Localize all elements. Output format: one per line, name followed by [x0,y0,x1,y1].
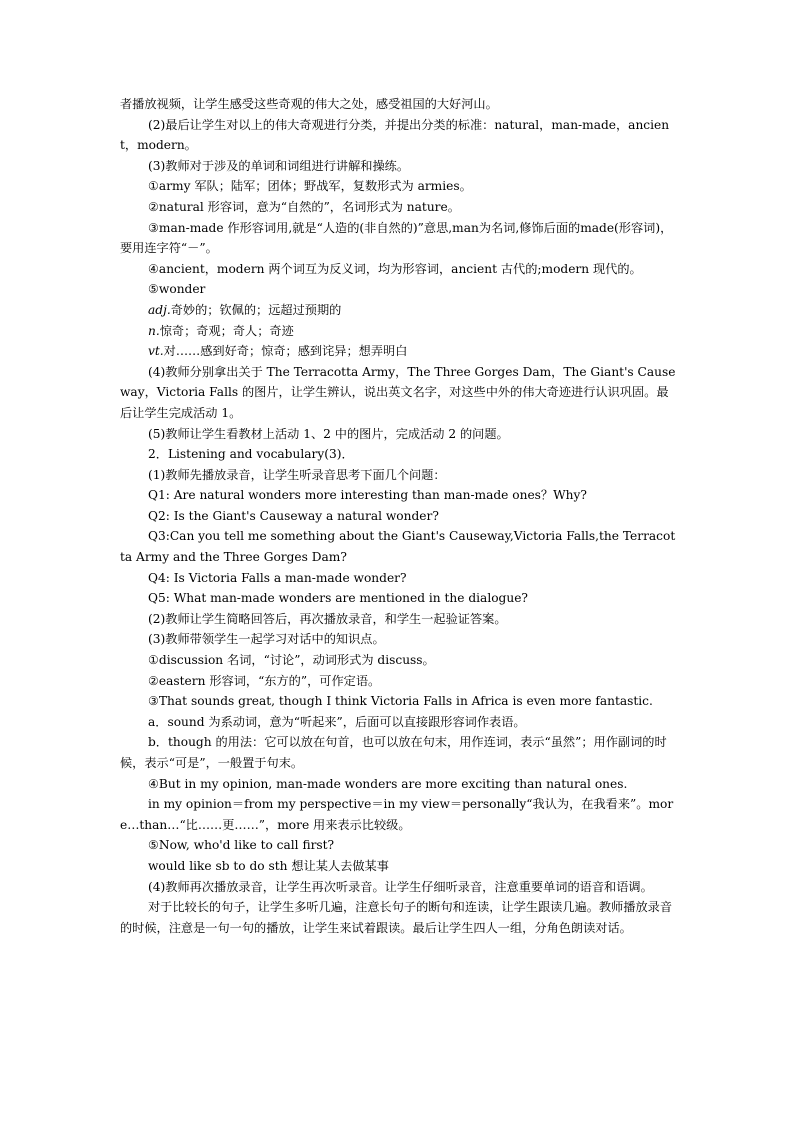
vocab-item-natural: ②natural 形容词，意为“自然的”，名词形式为 nature。 [148,199,460,214]
knowledge-item-opinion: ④But in my opinion, man-made wonders are more exciting than natural ones. [148,776,628,791]
knowledge-item-discussion: ①discussion 名词，“讨论”，动词形式为 discuss。 [148,653,435,668]
paragraph-listening-step-3: (3)教师带领学生一起学习对话中的知识点。 [148,632,385,647]
pos-label-adj: adj. [148,302,171,317]
question-q3: Q3:Can you tell me something about the Giant's Causeway,Victoria Falls,the Terracotta Army and the Three Gorges Dam? [120,529,676,565]
paragraph-listening-step-1: (1)教师先播放录音，让学生听录音思考下面几个问题： [148,467,446,482]
note-b-though: b．though 的用法：它可以放在句首，也可以放在句末，用作连词，表示“虽然”；用作副词的时候，表示“可是”，一般置于句末。 [120,735,667,770]
paragraph-listening-step-2: (2)教师让学生简略回答后，再次播放录音，和学生一起验证答案。 [148,611,507,626]
definition-verb: vt.对……感到好奇；惊奇；感到诧异；想弄明白 [148,344,408,359]
note-would-like: would like sb to do sth 想让某人去做某事 [148,858,389,873]
vocab-item-man-made: ③man-made 作形容词用,就是“人造的(非自然的)”意思,man为名词,修饰后面的made(形容词)，要用连字符“－”。 [120,220,673,256]
note-a-sound: a．sound 为系动词，意为“听起来”，后面可以直接跟形容词作表语。 [148,714,526,729]
question-q4: Q4: Is Victoria Falls a man-made wonder? [148,570,407,585]
question-q1: Q1: Are natural wonders more interesting than man-made ones？Why? [148,488,587,503]
pos-label-vt: vt. [148,344,164,359]
paragraph-step-2-classify: (2)最后让学生对以上的伟大奇观进行分类，并提出分类的标准：natural，man-made，ancient，modern。 [120,117,670,153]
document-page [120,94,680,938]
paragraph-step-3-vocabulary: (3)教师对于涉及的单词和词组进行讲解和操练。 [148,158,410,173]
vocab-item-army: ①army 军队；陆军；团体；野战军，复数形式为 armies。 [148,179,472,194]
note-in-my-opinion: in my opinion＝from my perspective＝in my view＝personally“我认为，在我看来”。more…than…“比……更……”，more 用来表示比较级。 [120,797,674,832]
paragraph-step-4-pictures: (4)教师分别拿出关于 The Terracotta Army，The Three Gorges Dam，The Giant's Causeway，Victoria Falls 的图片，让学生辨认，说出英文名字，对这些中外的伟大奇迹进行认识巩固。最后让学生完成活动 1。 [120,364,676,420]
paragraph-read-aloud: 对于比较长的句子，让学生多听几遍，注意长句子的断句和连读，让学生跟读几遍。教师播放录音的时候，注意是一句一句的播放，让学生来试着跟读。最后让学生四人一组，分角色朗读对话。 [120,900,673,935]
section-heading-listening: 2．Listening and vocabulary(3)． [148,447,354,462]
paragraph-step-5-activity: (5)教师让学生看教材上活动 1、2 中的图片，完成活动 2 的问题。 [148,426,509,441]
knowledge-item-call-first: ⑤Now, who'd like to call first? [148,838,335,853]
question-q5: Q5: What man-made wonders are mentioned in the dialogue? [148,591,528,606]
vocab-item-ancient-modern: ④ancient，modern 两个词互为反义词，均为形容词，ancient 古代的;modern 现代的。 [148,261,642,276]
paragraph-listening-step-4: (4)教师再次播放录音，让学生再次听录音。让学生仔细听录音，注意重要单词的语音和语调。 [148,879,653,894]
knowledge-item-sounds-great: ③That sounds great, though I think Victoria Falls in Africa is even more fantastic. [148,694,653,709]
pos-label-n: n. [148,323,160,338]
vocab-item-wonder: ⑤wonder [148,282,206,297]
question-q2: Q2: Is the Giant's Causeway a natural wonder? [148,508,439,523]
definition-adj: adj.奇妙的；钦佩的；远超过预期的 [148,302,342,317]
knowledge-item-eastern: ②eastern 形容词，“东方的”，可作定语。 [148,673,381,688]
definition-noun: n.惊奇；奇观；奇人；奇迹 [148,323,294,338]
paragraph-intro-continuation: 者播放视频，让学生感受这些奇观的伟大之处，感受祖国的大好河山。 [120,97,498,111]
